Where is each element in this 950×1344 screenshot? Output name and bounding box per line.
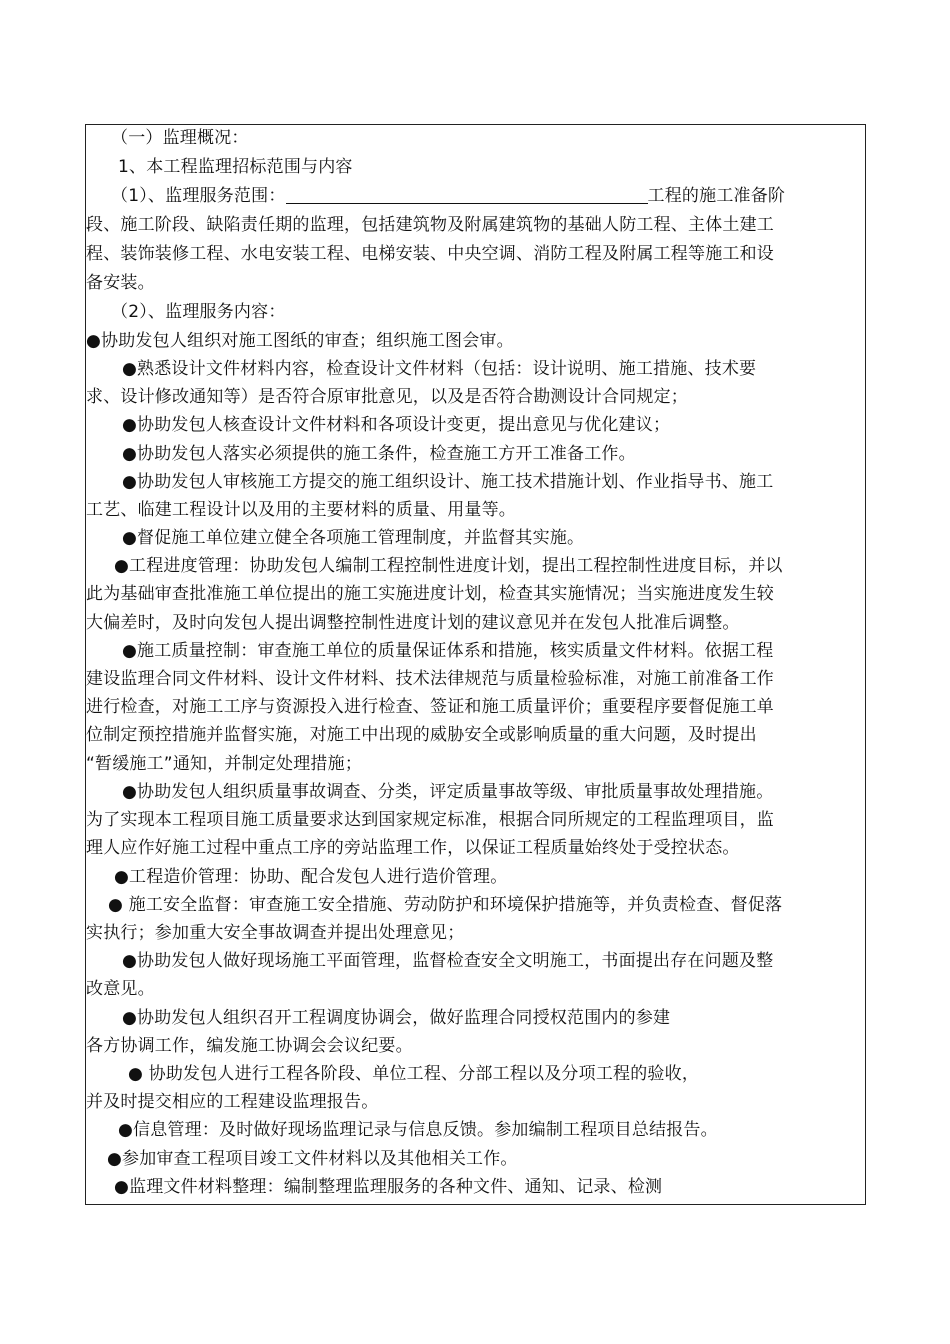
bullet-line: ●信息管理：及时做好现场监理记录与信息反馈。参加编制工程项目总结报告。 (118, 1120, 718, 1140)
bullet-line: ●协助发包人做好现场施工平面管理，监督检查安全文明施工，书面提出存在问题及整 (122, 951, 774, 971)
paragraph-line: 理人应作好施工过程中重点工序的旁站监理工作，以保证工程质量始终处于受控状态。 (86, 838, 740, 858)
paragraph-line: 备安装。 (86, 273, 155, 293)
paragraph-line: 并及时提交相应的工程建设监理报告。 (86, 1092, 379, 1112)
blank-underline (286, 185, 648, 204)
paragraph-line: 程、装饰装修工程、水电安装工程、电梯安装、中央空调、消防工程及附属工程等施工和设 (86, 244, 774, 264)
paragraph-line: 此为基础审查批准施工单位提出的施工实施进度计划，检查其实施情况；当实施进度发生较 (86, 584, 774, 604)
bullet-line: ●协助发包人落实必须提供的施工条件，检查施工方开工准备工作。 (122, 444, 636, 464)
bullet-line: ● 协助发包人进行工程各阶段、单位工程、分部工程以及分项工程的验收， (128, 1064, 700, 1084)
paragraph-line: 建设监理合同文件材料、设计文件材料、技术法律规范与质量检验标准，对施工前准备工作 (86, 669, 774, 689)
subsection-heading: （2）、监理服务内容： (111, 302, 286, 322)
bullet-line: ●督促施工单位建立健全各项施工管理制度，并监督其实施。 (122, 528, 585, 548)
subsection-heading: 1、本工程监理招标范围与内容 (118, 157, 353, 177)
paragraph-line: 进行检查，对施工工序与资源投入进行检查、签证和施工质量评价；重要程序要督促施工单 (86, 697, 774, 717)
bullet-line: ●工程进度管理：协助发包人编制工程控制性进度计划，提出工程控制性进度目标，并以 (114, 556, 783, 576)
bullet-line: ●协助发包人组织对施工图纸的审查；组织施工图会审。 (86, 331, 514, 351)
bullet-line: ●协助发包人组织质量事故调查、分类，评定质量事故等级、审批质量事故处理措施。 (122, 782, 774, 802)
bullet-line: ●协助发包人核查设计文件材料和各项设计变更，提出意见与优化建议； (122, 415, 671, 435)
bullet-line: ●协助发包人审核施工方提交的施工组织设计、施工技术措施计划、作业指导书、施工 (122, 472, 774, 492)
paragraph-line: 段、施工阶段、缺陷责任期的监理，包括建筑物及附属建筑物的基础人防工程、主体土建工 (86, 215, 774, 235)
paragraph-line: 各方协调工作，编发施工协调会会议纪要。 (86, 1036, 413, 1056)
service-scope-line: （1）、监理服务范围： 工程的施工准备阶 (111, 186, 786, 206)
paragraph-line: 工艺、临建工程设计以及用的主要材料的质量、用量等。 (86, 500, 516, 520)
section-heading: （一）监理概况： (111, 128, 249, 148)
paragraph-line: 位制定预控措施并监督实施，对施工中出现的威胁安全或影响质量的重大问题，及时提出 (86, 725, 757, 745)
paragraph-line: “暂缓施工”通知，并制定处理措施； (86, 754, 363, 774)
bullet-line: ●工程造价管理：协助、配合发包人进行造价管理。 (114, 867, 508, 887)
bullet-line: ●监理文件材料整理：编制整理监理服务的各种文件、通知、记录、检测 (114, 1177, 663, 1197)
bullet-line: ●熟悉设计文件材料内容，检查设计文件材料（包括：设计说明、施工措施、技术要 (122, 359, 757, 379)
bullet-line: ●施工质量控制：审查施工单位的质量保证体系和措施，核实质量文件材料。依据工程 (122, 641, 774, 661)
bullet-line: ●参加审查工程项目竣工文件材料以及其他相关工作。 (107, 1149, 518, 1169)
paragraph-line: 大偏差时，及时向发包人提出调整控制性进度计划的建议意见并在发包人批准后调整。 (86, 613, 740, 633)
paragraph-line: 求、设计修改通知等）是否符合原审批意见，以及是否符合勘测设计合同规定； (86, 387, 688, 407)
bullet-line: ● 施工安全监督：审查施工安全措施、劳动防护和环境保护措施等，并负责检查、督促落 (108, 895, 783, 915)
bullet-line: ●协助发包人组织召开工程调度协调会，做好监理合同授权范围内的参建 (122, 1008, 671, 1028)
paragraph-line: 改意见。 (86, 979, 155, 999)
paragraph-line: 实执行；参加重大安全事故调查并提出处理意见； (86, 923, 465, 943)
paragraph-line: 为了实现本工程项目施工质量要求达到国家规定标准，根据合同所规定的工程监理项目，监 (86, 810, 774, 830)
